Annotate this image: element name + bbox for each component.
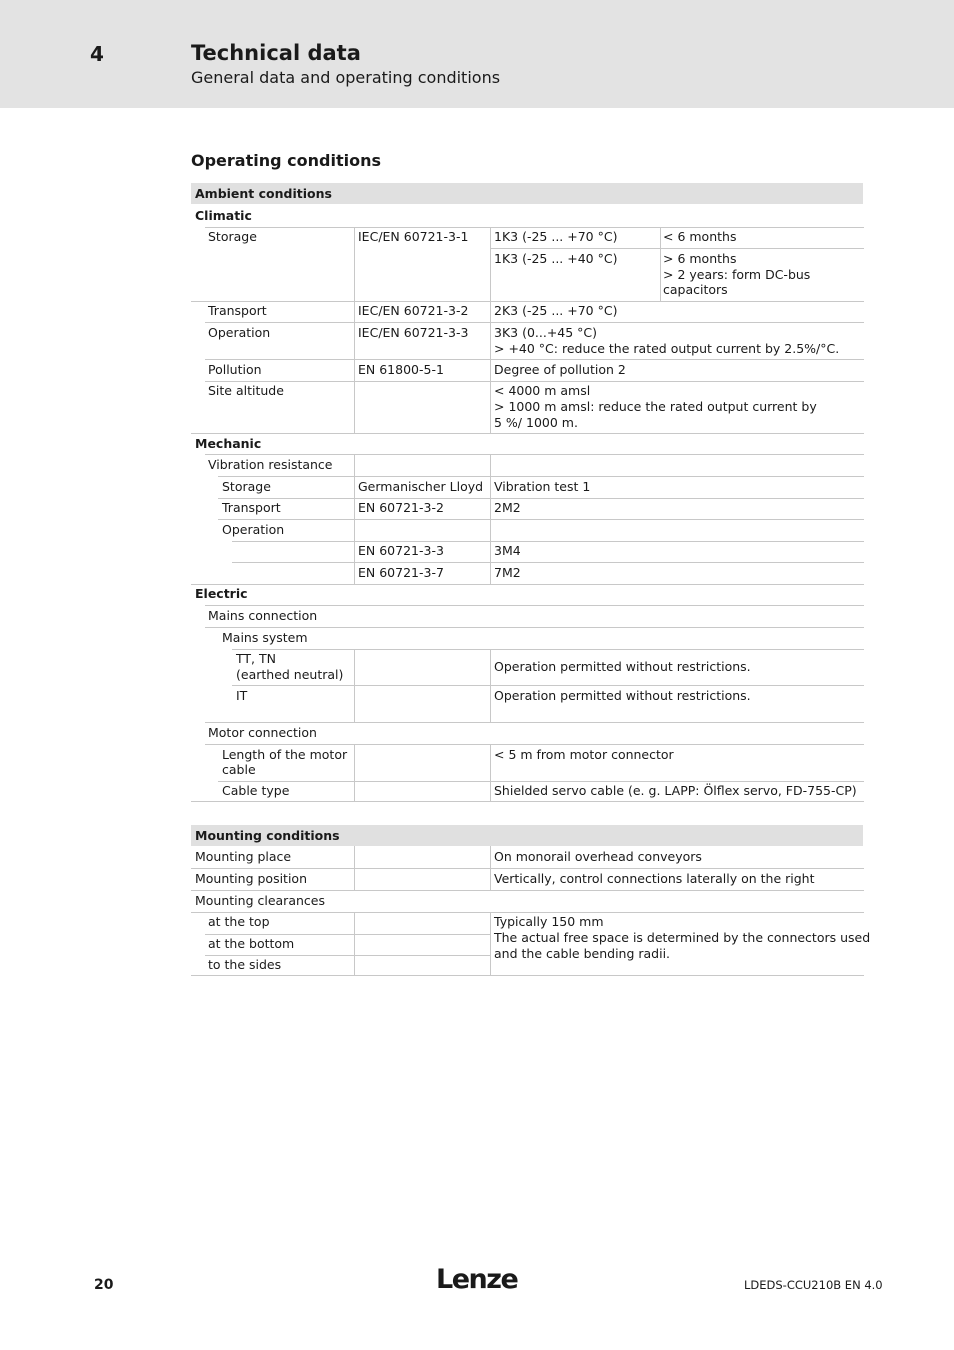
mechanic-label: Mechanic xyxy=(195,436,262,451)
mains-system-label: Mains system xyxy=(222,630,308,645)
rule xyxy=(218,519,864,520)
rule xyxy=(232,649,864,650)
electric-label: Electric xyxy=(195,586,248,601)
altitude-value-line2: > 1000 m amsl: reduce the rated output current by xyxy=(494,399,817,414)
clearance-sides-label: to the sides xyxy=(208,957,282,972)
col-rule xyxy=(354,301,355,433)
storage-duration-2-line1: > 6 months xyxy=(663,251,737,266)
mounting-header: Mounting conditions xyxy=(195,828,340,843)
tt-tn-label-line2: (earthed neutral) xyxy=(236,667,344,682)
header-band xyxy=(0,0,954,108)
rule xyxy=(490,248,864,249)
clearance-value-line3: and the cable bending radii. xyxy=(494,946,671,961)
rule xyxy=(191,801,864,802)
col-rule xyxy=(490,227,491,301)
motor-length-value: < 5 m from motor connector xyxy=(494,747,674,762)
clearance-value-line1: Typically 150 mm xyxy=(494,914,604,929)
motor-length-label-line1: Length of the motor xyxy=(222,747,348,762)
rule xyxy=(232,685,864,686)
it-label: IT xyxy=(236,688,248,703)
clearance-bottom-label: at the bottom xyxy=(208,936,295,951)
col-rule xyxy=(490,301,491,433)
cable-type-value: Shielded servo cable (e. g. LAPP: Ölflex servo, FD-755-CP) xyxy=(494,783,857,798)
vib-operation-value-2: 7M2 xyxy=(494,565,521,580)
mounting-place-label: Mounting place xyxy=(195,849,292,864)
operation-label: Operation xyxy=(208,325,271,340)
rule xyxy=(191,584,864,585)
vib-operation-value-1: 3M4 xyxy=(494,543,521,558)
ambient-header: Ambient conditions xyxy=(195,186,332,201)
col-rule xyxy=(490,846,491,890)
rule xyxy=(191,868,864,869)
mounting-place-value: On monorail overhead conveyors xyxy=(494,849,702,864)
altitude-value-line3: 5 %/ 1000 m. xyxy=(494,415,578,430)
climatic-label: Climatic xyxy=(195,208,252,223)
rule xyxy=(205,322,864,323)
col-rule xyxy=(490,744,491,801)
storage-duration-2-line2: > 2 years: form DC-bus xyxy=(663,267,811,282)
rule xyxy=(218,498,864,499)
mounting-position-label: Mounting position xyxy=(195,871,307,886)
rule xyxy=(191,433,864,434)
col-rule xyxy=(354,649,355,722)
pollution-label: Pollution xyxy=(208,362,262,377)
motor-length-label-line2: cable xyxy=(222,762,256,777)
transport-value: 2K3 (-25 ... +70 °C) xyxy=(494,303,618,318)
tt-tn-label-line1: TT, TN xyxy=(236,651,276,666)
col-rule xyxy=(490,454,491,584)
mounting-position-value: Vertically, control connections laterally on the right xyxy=(494,871,815,886)
clearance-value-line2: The actual free space is determined by the connectors used xyxy=(494,930,871,945)
vib-storage-value: Vibration test 1 xyxy=(494,479,591,494)
rule xyxy=(205,381,864,382)
chapter-subtitle: General data and operating conditions xyxy=(191,68,501,87)
col-rule xyxy=(354,744,355,801)
altitude-label: Site altitude xyxy=(208,383,284,398)
vib-transport-standard: EN 60721-3-2 xyxy=(358,500,444,515)
rule xyxy=(205,934,490,935)
rule xyxy=(232,562,864,563)
rule xyxy=(205,454,864,455)
transport-standard: IEC/EN 60721-3-2 xyxy=(358,303,469,318)
vib-operation-standard-2: EN 60721-3-7 xyxy=(358,565,444,580)
vib-storage-standard: Germanischer Lloyd xyxy=(358,479,484,494)
rule xyxy=(205,744,864,745)
rule xyxy=(191,975,864,976)
chapter-number: 4 xyxy=(90,42,104,66)
altitude-value-line1: < 4000 m amsl xyxy=(494,383,591,398)
storage-class-2: 1K3 (-25 ... +40 °C) xyxy=(494,251,618,266)
cable-type-label: Cable type xyxy=(222,783,290,798)
vib-operation-label: Operation xyxy=(222,522,285,537)
vibration-label: Vibration resistance xyxy=(208,457,333,472)
storage-duration-1: < 6 months xyxy=(663,229,737,244)
operation-value-line2: > +40 °C: reduce the rated output current by 2.5%/°C. xyxy=(494,341,840,356)
mounting-clearances-label: Mounting clearances xyxy=(195,893,325,908)
vib-storage-label: Storage xyxy=(222,479,271,494)
operation-standard: IEC/EN 60721-3-3 xyxy=(358,325,469,340)
document-id: LDEDS-CCU210B EN 4.0 xyxy=(744,1278,883,1292)
lenze-logo: Lenze xyxy=(436,1264,518,1295)
rule xyxy=(191,301,864,302)
rule xyxy=(205,227,864,228)
rule xyxy=(218,781,864,782)
rule xyxy=(205,627,864,628)
motor-connection-label: Motor connection xyxy=(208,725,317,740)
clearance-top-label: at the top xyxy=(208,914,270,929)
rule xyxy=(205,605,864,606)
it-value: Operation permitted without restrictions. xyxy=(494,688,751,703)
rule xyxy=(218,476,864,477)
rule xyxy=(191,890,864,891)
transport-label: Transport xyxy=(208,303,267,318)
col-rule xyxy=(354,227,355,301)
col-rule xyxy=(354,454,355,584)
storage-standard: IEC/EN 60721-3-1 xyxy=(358,229,469,244)
chapter-title: Technical data xyxy=(191,41,361,65)
vib-transport-value: 2M2 xyxy=(494,500,521,515)
vib-transport-label: Transport xyxy=(222,500,281,515)
pollution-standard: EN 61800-5-1 xyxy=(358,362,444,377)
storage-duration-2-line3: capacitors xyxy=(663,282,728,297)
operation-value-line1: 3K3 (0...+45 °C) xyxy=(494,325,598,340)
storage-label: Storage xyxy=(208,229,257,244)
col-rule xyxy=(490,912,491,975)
col-rule xyxy=(660,227,661,301)
rule xyxy=(205,722,864,723)
rule xyxy=(205,359,864,360)
rule xyxy=(205,955,490,956)
vib-operation-standard-1: EN 60721-3-3 xyxy=(358,543,444,558)
col-rule xyxy=(490,649,491,722)
pollution-value: Degree of pollution 2 xyxy=(494,362,626,377)
rule xyxy=(232,541,864,542)
storage-class-1: 1K3 (-25 ... +70 °C) xyxy=(494,229,618,244)
rule xyxy=(191,912,864,913)
col-rule xyxy=(354,912,355,975)
tt-tn-value: Operation permitted without restrictions. xyxy=(494,659,751,674)
mains-connection-label: Mains connection xyxy=(208,608,318,623)
page-number: 20 xyxy=(94,1277,114,1293)
col-rule xyxy=(354,846,355,890)
section-title: Operating conditions xyxy=(191,151,381,170)
